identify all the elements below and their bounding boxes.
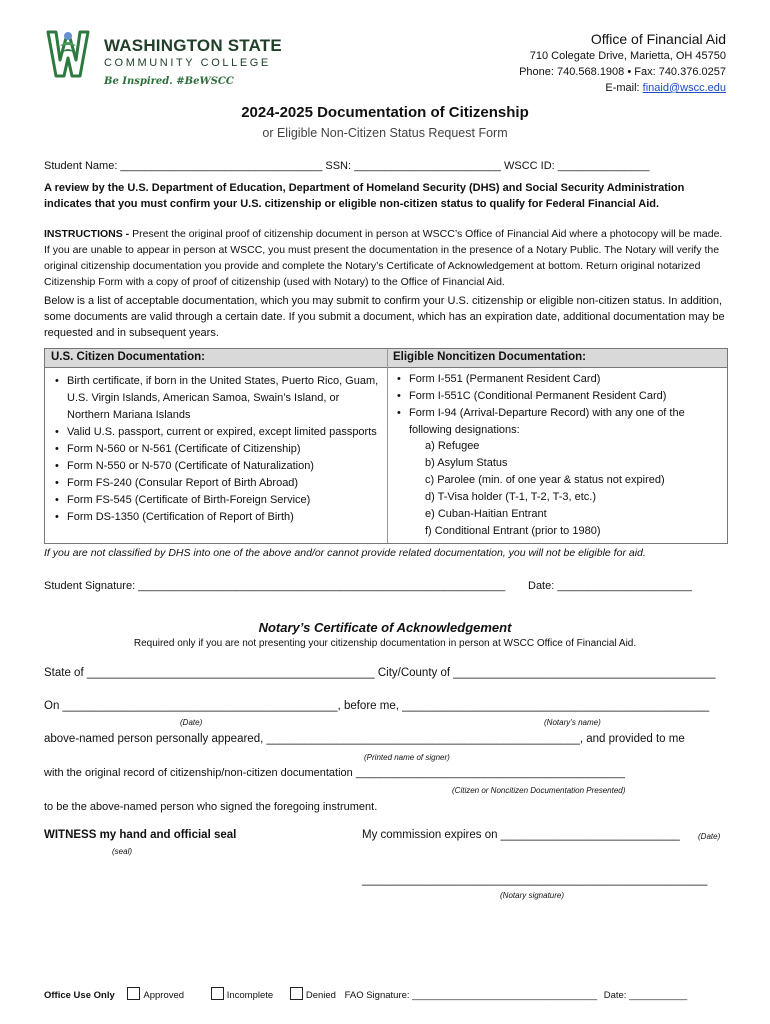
college-tagline: Be Inspired. #BeWSCC: [104, 76, 234, 87]
designations-list: [425, 438, 721, 540]
foregoing-line: to be the above-named person who signed the foregoing instrument.: [44, 801, 378, 813]
list-item: • Form N-560 or N-561 (Certificate of Citizenship): [49, 441, 383, 458]
designation-item: e) Cuban-Haitian Entrant: [425, 508, 547, 520]
email-label: E-mail:: [605, 82, 640, 94]
denied-label: Denied: [305, 990, 336, 1001]
fao-signature-field[interactable]: FAO Signature: ___________________________________: [344, 990, 598, 1001]
commission-line[interactable]: My commission expires on ____________________________: [362, 829, 680, 841]
instructions-text: Present the original proof of citizenship document in person at WSCC’s Office of Financial Aid where a photocopy will be made. If you are unable to appear in person at WSCC, you must present the documentation in the presence of a Notary Public. The Notary will verify the original citizenship documentation you provide and complete the Notary’s Certificate of Acknowledgement at bottom. Return original notarized Citizenship Form with a copy of proof of citizenship (used with Notary) to the Office of Financial Aid.: [44, 228, 723, 288]
commission-date-caption: (Date): [698, 832, 721, 841]
office-address: 710 Colegate Drive, Marietta, OH 45750: [529, 50, 726, 62]
documentation-table: [44, 348, 728, 544]
person-appeared-line[interactable]: above-named person personally appeared, _________________________________________________, and provided to me: [44, 733, 685, 745]
designation-item: f) Conditional Entrant (prior to 1980): [425, 525, 601, 537]
office-title: Office of Financial Aid: [590, 31, 726, 47]
printed-name-caption: (Printed name of signer): [364, 753, 450, 762]
list-item: • Form I-551C (Conditional Permanent Resident Card): [391, 388, 721, 405]
instructions-label: INSTRUCTIONS -: [44, 228, 130, 240]
citizen-docs-header: U.S. Citizen Documentation:: [51, 351, 205, 363]
notary-name-caption: (Notary’s name): [544, 718, 601, 727]
form-title: 2024-2025 Documentation of Citizenship: [241, 104, 529, 121]
list-item: • Form I-94 (Arrival-Departure Record) with any one of the following designations:: [391, 405, 721, 439]
instructions: [44, 226, 726, 290]
citizen-docs-list: [49, 373, 383, 526]
office-use-label: Office Use Only: [44, 990, 115, 1001]
date-caption: (Date): [180, 718, 203, 727]
state-city-line[interactable]: State of _____________________________________________ City/County of _________________________________________: [44, 667, 716, 679]
college-logo: [44, 28, 284, 90]
student-info-line[interactable]: Student Name: _________________________________ SSN: ________________________ WSCC ID: _______________: [44, 160, 650, 172]
list-item: • Form N-550 or N-570 (Certificate of Naturalization): [49, 458, 383, 475]
designation-item: d) T-Visa holder (T-1, T-2, T-3, etc.): [425, 491, 596, 503]
fao-date-field[interactable]: Date: ___________: [603, 990, 688, 1001]
date-notary-line[interactable]: On ___________________________________________, before me, ________________________________________________: [44, 700, 710, 712]
approved-checkbox[interactable]: [127, 987, 140, 1000]
list-item: • Birth certificate, if born in the United States, Puerto Rico, Guam, U.S. Virgin Islands, American Samoa, Swain’s Island, or Northern Mariana Islands: [49, 373, 383, 424]
notary-note: Required only if you are not presenting your citizenship documentation in person at WSCC Office of Financial Aid.: [133, 638, 637, 649]
list-item: • Form FS-240 (Consular Report of Birth Abroad): [49, 475, 383, 492]
designation-item: c) Parolee (min. of one year & status not expired): [425, 474, 665, 486]
list-item: • Valid U.S. passport, current or expired, except limited passports: [49, 424, 383, 441]
incomplete-checkbox[interactable]: [211, 987, 224, 1000]
designation-item: a) Refugee: [425, 440, 480, 452]
doc-presented-caption: (Citizen or Noncitizen Documentation Presented): [452, 786, 626, 795]
notary-signature-caption: (Notary signature): [500, 891, 565, 900]
notary-signature-line[interactable]: ______________________________________________________: [362, 874, 708, 886]
incomplete-label: Incomplete: [226, 990, 274, 1001]
original-record-line[interactable]: with the original record of citizenship/non-citizen documentation ____________________________________________: [44, 767, 626, 779]
office-use-row: [44, 987, 687, 1001]
review-text: A review by the U.S. Department of Education, Department of Homeland Security (DHS) and Social Security Administration indicates that you must confirm your U.S. citizenship or eligible non-citizen status to qualify for Federal Financial Aid.: [44, 182, 685, 210]
college-name-subline: COMMUNITY COLLEGE: [104, 57, 271, 69]
office-phone-fax: Phone: 740.568.1908 • Fax: 740.376.0257: [519, 66, 726, 78]
office-email-row: [519, 80, 726, 96]
not-eligible-note: If you are not classified by DHS into one of the above and/or cannot provide related documentation, you will not be eligible for aid.: [44, 547, 646, 559]
acceptable-docs-intro: Below is a list of acceptable documentation, which you may submit to confirm your U.S. citizenship or eligible non-citizen status. In addition, some documents are valid through a certain date. If you submit a document, which has an expiration date, additional documentation may be requested and in subsequent years.: [44, 295, 725, 339]
review-statement: [44, 180, 726, 212]
form-subtitle: or Eligible Non-Citizen Status Request Form: [262, 126, 508, 140]
designation-item: b) Asylum Status: [425, 457, 508, 469]
approved-label: Approved: [143, 990, 185, 1001]
list-item: • Form FS-545 (Certificate of Birth-Foreign Service): [49, 492, 383, 509]
notary-title: Notary’s Certificate of Acknowledgement: [258, 620, 512, 635]
office-contact-block: [519, 30, 726, 96]
denied-checkbox[interactable]: [290, 987, 303, 1000]
student-signature-field[interactable]: Student Signature: ____________________________________________________________: [44, 580, 506, 592]
list-item: • Form I-551 (Permanent Resident Card): [391, 371, 721, 388]
student-signature-row: [44, 580, 726, 592]
noncitizen-docs-list: [391, 371, 721, 439]
table-divider: [387, 349, 388, 543]
list-item: • Form DS-1350 (Certification of Report of Birth): [49, 509, 383, 526]
email-link[interactable]: finaid@wscc.edu: [642, 82, 726, 94]
noncitizen-docs-header: Eligible Noncitizen Documentation:: [393, 351, 586, 363]
witness-label: WITNESS my hand and official seal: [44, 829, 237, 841]
college-name: WASHINGTON STATE: [104, 36, 282, 55]
wscc-logo-icon: [44, 28, 92, 80]
signature-date-field[interactable]: Date: ______________________: [528, 580, 692, 592]
seal-caption: (seal): [112, 847, 133, 856]
